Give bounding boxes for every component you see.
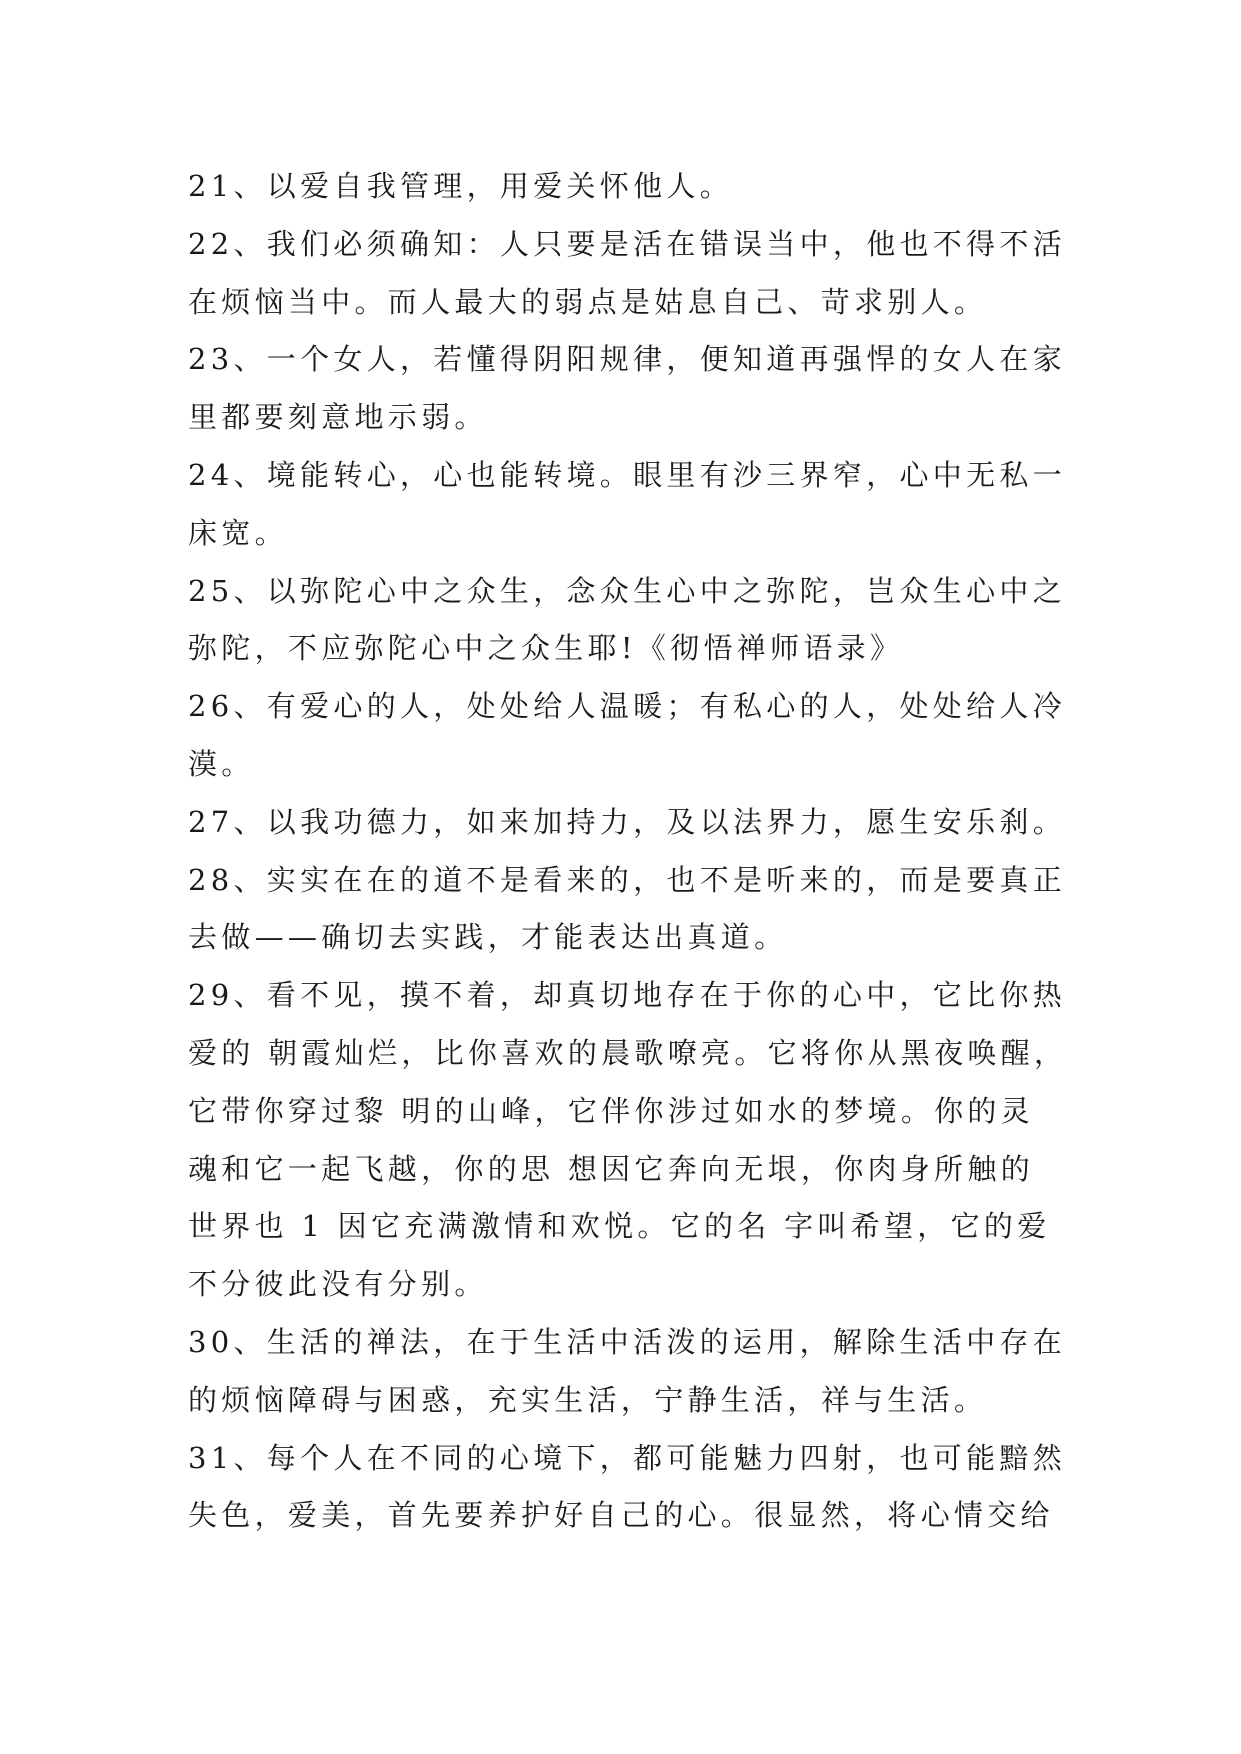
- text-line: 不分彼此没有分别。: [188, 1267, 488, 1302]
- text-line: 去做——确切去实践，才能表达出真道。: [188, 920, 788, 955]
- text-line: 31、每个人在不同的心境下，都可能魅力四射，也可能黯然: [188, 1440, 1067, 1475]
- text-line: 26、有爱心的人，处处给人温暖；有私心的人，处处给人冷: [188, 689, 1067, 724]
- text-line: 世界也 1 因它充满激情和欢悦。它的名 字叫希望，它的爱: [188, 1209, 1051, 1244]
- text-line: 魂和它一起飞越，你的思 想因它奔向无垠，你肉身所触的: [188, 1151, 1035, 1186]
- text-line: 床宽。: [188, 515, 288, 550]
- text-line: 里都要刻意地示弱。: [188, 400, 488, 435]
- text-line: 27、以我功德力，如来加持力，及以法界力，愿生安乐刹。: [188, 804, 1067, 839]
- text-line: 23、一个女人，若懂得阴阳规律，便知道再强悍的女人在家: [188, 342, 1067, 377]
- text-line: 21、以爱自我管理，用爱关怀他人。: [188, 169, 734, 203]
- text-line: 25、以弥陀心中之众生，念众生心中之弥陀，岂众生心中之: [188, 573, 1067, 608]
- text-line: 爱的 朝霞灿烂，比你喜欢的晨歌嘹亮。它将你从黑夜唤醒，: [188, 1035, 1068, 1070]
- text-line: 失色，爱美，首先要养护好自己的心。很显然，将心情交给: [188, 1498, 1054, 1533]
- text-line: 28、实实在在的道不是看来的，也不是听来的，而是要真正: [188, 862, 1067, 897]
- text-line: 它带你穿过黎 明的山峰，它伴你涉过如水的梦境。你的灵: [188, 1093, 1035, 1128]
- text-line: 29、看不见，摸不着，却真切地存在于你的心中，它比你热: [188, 978, 1067, 1013]
- text-line: 漠。: [188, 746, 255, 781]
- text-line: 在烦恼当中。而人最大的弱点是姑息自己、苛求别人。: [188, 284, 988, 319]
- text-line: 30、生活的禅法，在于生活中活泼的运用，解除生活中存在: [188, 1324, 1067, 1359]
- text-line: 弥陀，不应弥陀心中之众生耶!《彻悟禅师语录》: [188, 631, 904, 666]
- text-line: 的烦恼障碍与困惑，充实生活，宁静生活，祥与生活。: [188, 1382, 988, 1417]
- text-line: 22、我们必须确知：人只要是活在错误当中，他也不得不活: [188, 226, 1067, 261]
- document-body: [188, 158, 1068, 1545]
- text-line: 24、境能转心，心也能转境。眼里有沙三界窄，心中无私一: [188, 457, 1067, 492]
